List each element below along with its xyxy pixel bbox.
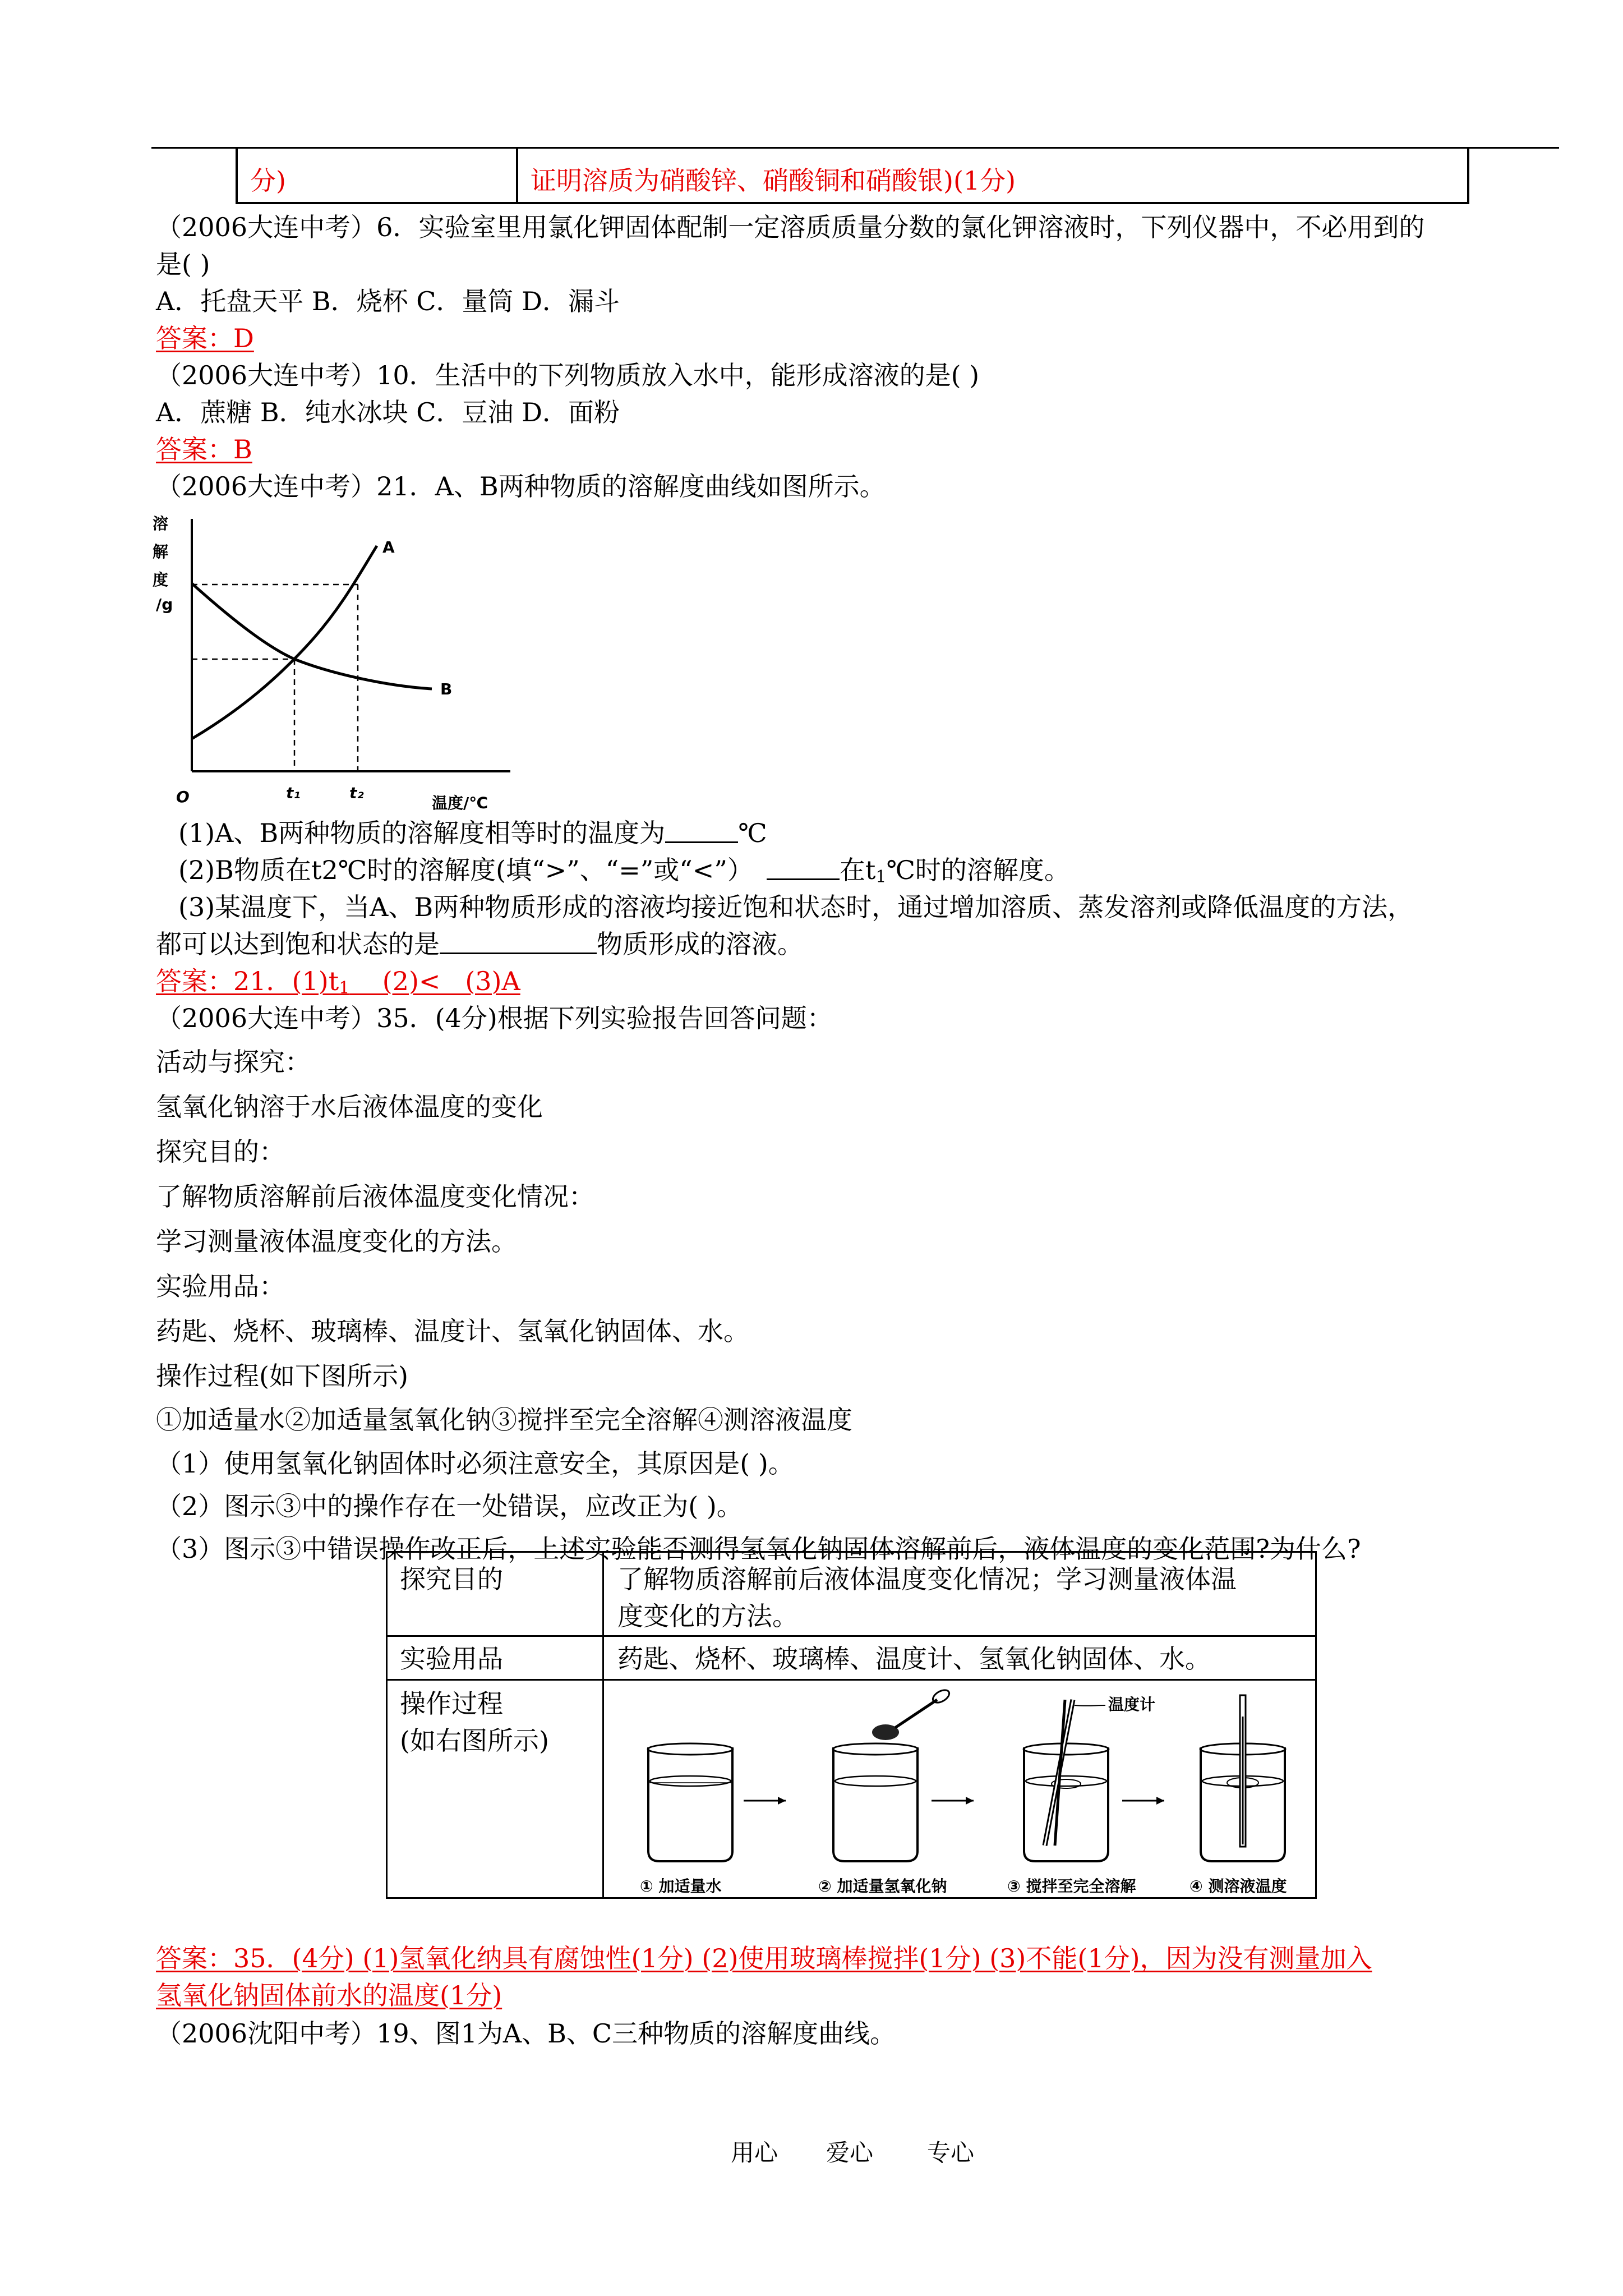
arrow-2-head [966, 1797, 974, 1805]
thermometer-icon-stirring [1045, 1700, 1073, 1846]
step-caption-1: ① 加适量水 [640, 1877, 722, 1895]
q21-part1 [178, 815, 767, 852]
procedure-figure [606, 1683, 1313, 1896]
q21-part1-unit: ℃ [738, 818, 767, 848]
q35-line-procedure-steps: ①加适量水②加适量氢氧化钠③搅拌至完全溶解④测溶液温度 [156, 1405, 852, 1435]
y-axis-label-1: 溶 [153, 514, 169, 533]
footer-text-1: 用心 [731, 2139, 778, 2166]
q35-answer-line1 [156, 1940, 1372, 1977]
q35-line-procedure-title: 操作过程(如下图所示) [156, 1361, 408, 1391]
q19-stem: （2006沈阳中考）19、图1为A、B、C三种物质的溶解度曲线。 [156, 2018, 896, 2049]
series-label-a: A [382, 538, 395, 556]
beaker-3 [1023, 1743, 1109, 1861]
origin-label: O [176, 788, 190, 806]
solubility-chart [151, 508, 544, 811]
q35-line-purpose-1: 了解物质溶解前后液体温度变化情况： [156, 1181, 594, 1212]
q6-answer [156, 320, 254, 357]
q21-answer-pre: 答案：21．(1)t [156, 966, 339, 996]
q21-part2-sub: 1 [875, 867, 887, 887]
q35-sub-question-2: （2）图示③中的操作存在一处错误，应改正为( )。 [156, 1491, 743, 1521]
tick-label-t2: t₂ [349, 784, 364, 802]
q21-stem: （2006大连中考）21．A、B两种物质的溶解度曲线如图所示。 [156, 471, 886, 501]
q35-line-topic: 氢氧化钠溶于水后液体温度的变化 [156, 1092, 543, 1122]
q6-stem-1: （2006大连中考）6．实验室里用氯化钾固体配制一定溶质质量分数的氯化钾溶液时，下列仪器中，不必用到的 [156, 212, 1425, 242]
table-cell-right-text: 证明溶质为硝酸锌、硝酸铜和硝酸银)(1分) [531, 165, 1016, 196]
q35-line-activity: 活动与探究： [156, 1047, 311, 1077]
q10-answer-text: 答案：B [156, 434, 252, 464]
footer-text-3: 专心 [927, 2139, 975, 2166]
beaker-1 [648, 1743, 733, 1861]
q35-answer-text-2: 氢氧化钠固体前水的温度(1分) [156, 1980, 502, 2010]
q10-answer [156, 431, 252, 468]
table-label-materials: 实验用品 [400, 1644, 503, 1674]
series-label-b: B [440, 680, 453, 698]
table-cell-left [238, 148, 518, 202]
q21-part2-blank[interactable] [767, 853, 840, 880]
q21-part3-post: 物质形成的溶液。 [597, 929, 803, 959]
q6-options: A．托盘天平 B．烧杯 C．量筒 D．漏斗 [156, 286, 620, 316]
table-text-purpose-1: 了解物质溶解前后液体温度变化情况；学习测量液体温 [617, 1564, 1237, 1594]
q35-answer-text-1: 答案：35．(4分) (1)氢氧化纳具有腐蚀性(1分) (2)使用玻璃棒搅拌(1分) (3)不能(1分)，因为没有测量加入 [156, 1943, 1372, 1973]
continued-answer-table [236, 148, 1469, 204]
thermometer-icon-measuring [1240, 1695, 1246, 1847]
thermometer-pointer-line [1075, 1705, 1105, 1706]
table-text-materials: 药匙、烧杯、玻璃棒、温度计、氢氧化钠固体、水。 [617, 1644, 1211, 1674]
spoon-icon [872, 1687, 951, 1740]
q21-part1-blank[interactable] [665, 816, 738, 843]
beaker-2 [833, 1743, 918, 1861]
q21-answer-text [156, 966, 520, 996]
q35-line-purpose-2: 学习测量液体温度变化的方法。 [156, 1226, 517, 1257]
q35-answer-line2 [156, 1977, 502, 2014]
q35-sub-question-3: （3）图示③中错误操作改正后，上述实验能否测得氢氧化钠固体溶解前后，液体温度的变化范围?为什么? [156, 1534, 1361, 1564]
q35-sub-question-1: （1）使用氢氧化钠固体时必须注意安全，其原因是( )。 [156, 1448, 794, 1479]
experiment-report-table [386, 1551, 1317, 1899]
table-label-procedure-2: (如右图所示) [400, 1726, 549, 1756]
q21-part1-text: (1)A、B两种物质的溶解度相等时的温度为 [178, 818, 666, 848]
thermometer-label: 温度计 [1108, 1695, 1156, 1714]
y-axis-label-2: 解 [153, 542, 169, 561]
table-cell-left-text: 分) [250, 165, 286, 196]
q35-line-materials-title: 实验用品： [156, 1271, 285, 1301]
q35-stem: （2006大连中考）35．(4分)根据下列实验报告回答问题： [156, 1003, 833, 1033]
q21-part3-blank[interactable] [440, 927, 597, 954]
solubility-chart-svg [151, 508, 544, 811]
y-axis-label-4: /g [156, 595, 173, 614]
q21-part3-text: 都可以达到饱和状态的是 [156, 929, 440, 959]
q21-answer-sub: 1 [339, 978, 350, 998]
q21-part3-line2 [156, 926, 803, 963]
q10-stem: （2006大连中考）10．生活中的下列物质放入水中，能形成溶液的是( ) [156, 360, 980, 390]
q21-part3-line1: (3)某温度下，当A、B两种物质形成的溶液均接近饱和状态时，通过增加溶质、蒸发溶剂或降低温度的方法， [178, 892, 1414, 922]
q35-line-materials: 药匙、烧杯、玻璃棒、温度计、氢氧化钠固体、水。 [156, 1316, 749, 1346]
tick-label-t1: t₁ [286, 784, 301, 802]
table-label-purpose: 探究目的 [400, 1564, 503, 1594]
arrow-3-head [1156, 1797, 1164, 1805]
q21-part2-post: ℃时的溶解度。 [886, 855, 1070, 885]
q6-answer-text: 答案：D [156, 323, 254, 353]
step-caption-4: ④ 测溶液温度 [1189, 1877, 1287, 1895]
footer-text-2: 爱心 [826, 2139, 874, 2166]
curve-a [192, 546, 377, 739]
q10-options: A．蔗糖 B．纯水冰块 C．豆油 D．面粉 [156, 397, 620, 427]
step-caption-2: ② 加适量氢氧化钠 [818, 1877, 947, 1895]
q21-part2-mid: 在t [839, 855, 876, 885]
q21-answer-post: (2)< (3)A [349, 966, 520, 996]
y-axis-label-3: 度 [153, 570, 169, 589]
q21-part2-text: (2)B物质在t2℃时的溶解度(填“>”、“=”或“<”） [178, 855, 753, 885]
q6-stem-2: 是( ) [156, 249, 210, 279]
table-label-procedure-1: 操作过程 [400, 1688, 503, 1719]
arrow-1-head [778, 1797, 786, 1805]
x-axis-label: 温度/℃ [432, 794, 488, 811]
step-caption-3: ③ 搅拌至完全溶解 [1007, 1877, 1136, 1895]
q35-line-purpose-title: 探究目的： [156, 1137, 285, 1167]
table-text-purpose-2: 度变化的方法。 [617, 1601, 798, 1631]
curve-b [192, 583, 432, 689]
